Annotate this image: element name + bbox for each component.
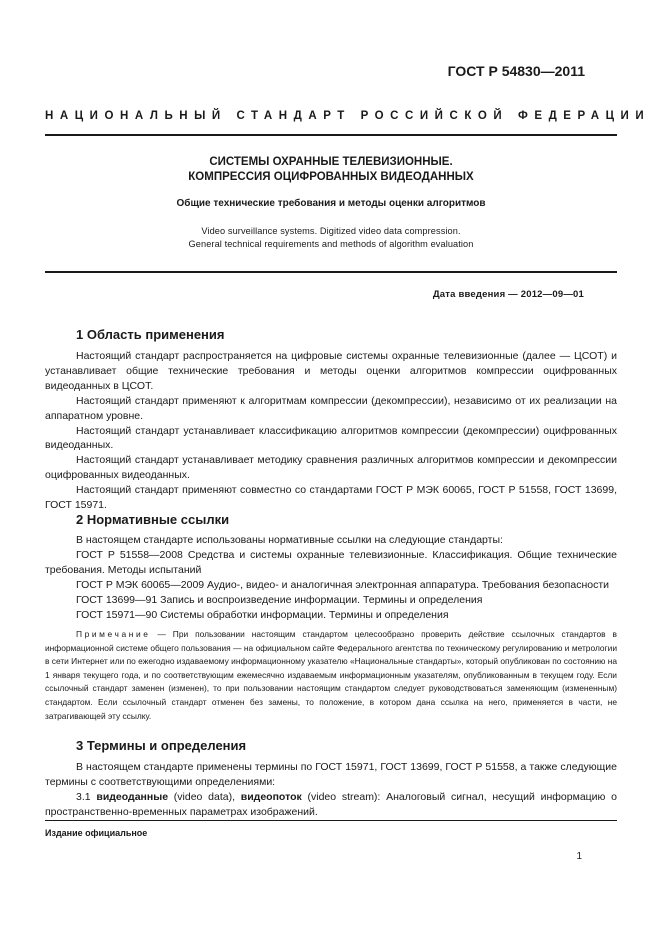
section1-paragraph: Настоящий стандарт устанавливает методику сравнения различных алгоритмов компрессии и декомпрессии оцифрованных видеоданных. <box>45 454 617 482</box>
title-ru-line2: КОМПРЕССИЯ ОЦИФРОВАННЫХ ВИДЕОДАННЫХ <box>188 171 474 183</box>
title-en <box>45 225 617 250</box>
term-videodata: видеоданные <box>96 790 169 803</box>
reference-item: ГОСТ 13699—91 Запись и воспроизведение информации. Термины и определения <box>76 593 483 606</box>
title-ru <box>45 155 617 185</box>
title-rule <box>45 271 617 273</box>
section2-body <box>45 533 617 622</box>
doc-number: ГОСТ Р 54830—2011 <box>447 63 585 79</box>
title-en-line1: Video surveillance systems. Digitized video data compression. <box>201 226 461 236</box>
edition-label: Издание официальное <box>45 828 148 838</box>
banner-rule <box>45 134 617 136</box>
section1-body <box>45 349 617 513</box>
note-paragraph <box>45 628 617 723</box>
title-en-line2: General technical requirements and methods of algorithm evaluation <box>188 238 474 249</box>
section3-heading: 3 Термины и определения <box>76 738 247 753</box>
reference-item: ГОСТ Р 51558—2008 Средства и системы охранные телевизионные. Классификация. Общие технические требования. Методы испытаний <box>45 548 617 576</box>
note-text: — При пользовании настоящим стандартом целесообразно проверить действие ссылочных стандартов в информационной системе общего пользования — на официальном сайте Федерального агентства по техническому регулированию и метрологии в сети Интернет или по ежегодно издаваемому информационному указателю «Национальные стандарты», который опубликован по состоянию на 1 января текущего года, и по соответствующим ежемесячно издаваемым информационным указателям, опубликованным в текущем году. Если ссылочный стандарт заменен (изменен), то при пользовании настоящим стандартом следует руководствоваться заменяющим (измененным) стандартом. Если ссылочный стандарт отменен без замены, то положение, в котором дана ссылка на него, применяется в части, не затрагивающей эту ссылку. <box>45 629 617 721</box>
national-standard-banner: НАЦИОНАЛЬНЫЙ СТАНДАРТ РОССИЙСКОЙ ФЕДЕРАЦИИ <box>45 110 651 122</box>
section3-body <box>45 760 617 820</box>
section2-note <box>45 628 617 723</box>
reference-item: ГОСТ Р МЭК 60065—2009 Аудио-, видео- и аналогичная электронная аппаратура. Требования безопасности <box>76 578 610 591</box>
term-number: 3.1 <box>76 790 97 803</box>
term-videostream: видеопоток <box>240 790 302 803</box>
section1-paragraph: Настоящий стандарт применяют к алгоритмам компрессии (декомпрессии), независимо от их реализации на аппаратном уровне. <box>45 394 617 422</box>
note-label: Примечание <box>76 629 151 639</box>
term-definition <box>45 790 617 820</box>
section1-paragraph: Настоящий стандарт применяют совместно со стандартами ГОСТ Р МЭК 60065, ГОСТ Р 51558, ГОСТ 13699, ГОСТ 15971. <box>45 484 617 512</box>
section2-paragraph: В настоящем стандарте использованы нормативные ссылки на следующие стандарты: <box>76 534 503 546</box>
term-videodata-en: (video data), <box>168 790 241 803</box>
subtitle-ru: Общие технические требования и методы оценки алгоритмов <box>176 198 486 209</box>
section2-heading: 2 Нормативные ссылки <box>76 512 230 527</box>
title-ru-line1: СИСТЕМЫ ОХРАННЫЕ ТЕЛЕВИЗИОННЫЕ. <box>209 156 453 168</box>
section3-intro: В настоящем стандарте применены термины по ГОСТ 15971, ГОСТ 13699, ГОСТ Р 51558, а также следующие термины с соответствующими определениями: <box>45 761 617 788</box>
intro-date: Дата введения — 2012—09—01 <box>432 289 584 300</box>
section1-heading: 1 Область применения <box>76 327 225 342</box>
section1-paragraph: Настоящий стандарт распространяется на цифровые системы охранные телевизионные (далее — ЦСОТ) и устанавливает общие технические требования и методы оценки алгоритмов компрессии оцифрованных видеоданных в ЦСОТ. <box>45 350 617 392</box>
section1-paragraph: Настоящий стандарт устанавливает классификацию алгоритмов компрессии (декомпрессии) оцифрованных видеоданных. <box>45 424 617 452</box>
footer-rule <box>45 820 617 821</box>
term-definition-text: (video stream): Аналоговый сигнал, несущий информацию о пространственно-временных параметрах изображений. <box>45 790 618 818</box>
page-number: 1 <box>576 851 582 862</box>
reference-item: ГОСТ 15971—90 Системы обработки информации. Термины и определения <box>76 608 449 621</box>
